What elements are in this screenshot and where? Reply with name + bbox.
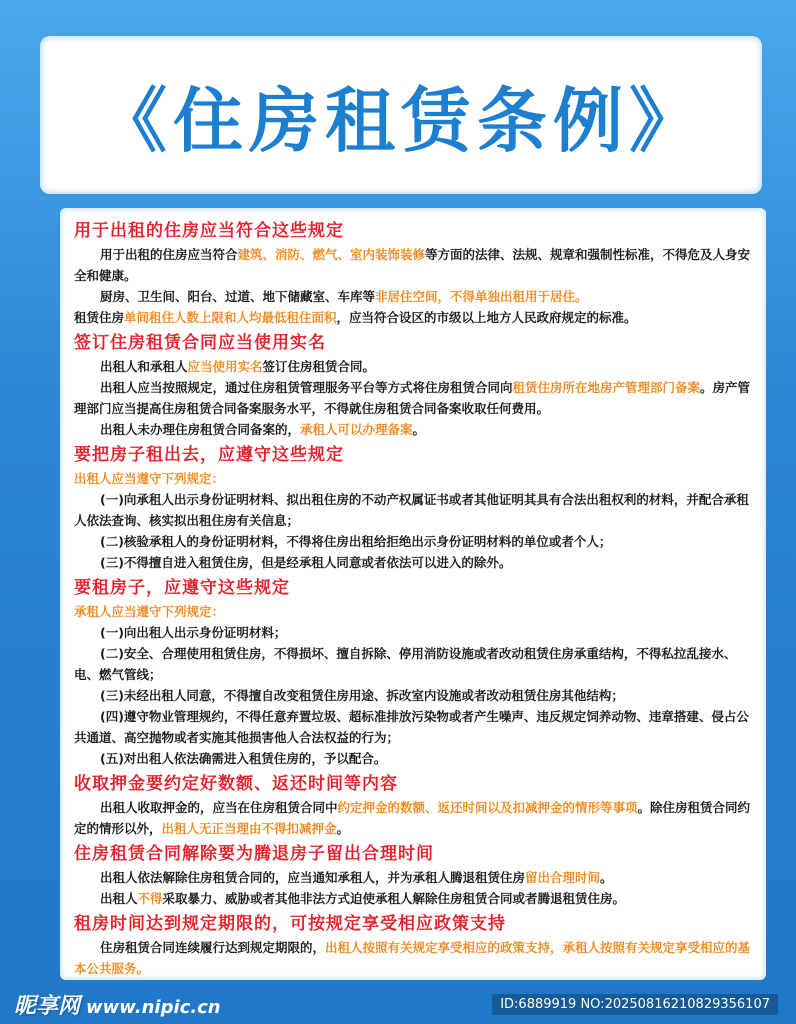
paragraph xyxy=(74,748,756,769)
watermark-url: www.nipic.cn xyxy=(86,996,221,1018)
body-text: 厨房、卫生间、阳台、过道、地下储藏室、车库等 xyxy=(100,289,376,304)
highlighted-text: 不得 xyxy=(137,891,163,906)
paragraph xyxy=(74,867,756,888)
title-panel xyxy=(40,36,762,194)
section xyxy=(74,771,756,839)
paragraph xyxy=(74,489,756,531)
body-text: 出租人应当按照规定，通过住房租赁管理服务平台等方式将住房租赁合同向 xyxy=(100,380,513,395)
body-text: 出租人未办理住房租赁合同备案的， xyxy=(100,422,301,437)
section-heading: 签订住房租赁合同应当使用实名 xyxy=(74,333,326,353)
watermark-brand xyxy=(14,989,221,1020)
content-panel xyxy=(60,208,766,980)
body-text: 等方面的法律、法规、规章和强制性标准，不得危及人身安全和健康。 xyxy=(74,247,751,283)
section xyxy=(74,442,756,573)
body-text: 出租人依法解除住房租赁合同的，应当通知承租人，并为承租人腾退租赁住房 xyxy=(100,870,526,885)
body-text: (一)向出租人出示身份证明材料； xyxy=(100,625,287,640)
body-text: (二)安全、合理使用租赁住房，不得损坏、擅自拆除、停用消防设施或者改动租赁住房承重结构，不得私拉乱接水、电、燃气管线； xyxy=(74,646,737,682)
paragraph xyxy=(74,685,756,706)
paragraph xyxy=(74,244,756,286)
highlighted-text: 单间租住人数上限和人均最低租住面积 xyxy=(124,310,337,325)
body-text: 。除住房租赁合同约定的情形以外， xyxy=(74,800,751,836)
section-heading: 要把房子租出去，应遵守这些规定 xyxy=(74,445,344,465)
section xyxy=(74,911,756,979)
paragraph xyxy=(74,377,756,419)
poster-title: 《住房租赁条例》 xyxy=(97,79,705,162)
body-text: 。房产管理部门应当提高住房租赁合同备案服务水平，不得就住房租赁合同备案收取任何费用。 xyxy=(74,380,751,416)
body-text: 出租人 xyxy=(100,891,138,906)
highlighted-text: 承租人可以办理备案 xyxy=(300,422,413,437)
paragraph xyxy=(74,888,756,909)
body-text: 。 xyxy=(412,422,426,437)
section-subheading: 承租人应当遵守下列规定： xyxy=(74,604,225,619)
highlighted-text: 出租人按照有关规定享受相应的政策支持，承租人按照有关规定享受相应的基本公共服务。 xyxy=(74,940,751,976)
section-heading: 收取押金要约定好数额、返还时间等内容 xyxy=(74,774,398,794)
body-text: 出租人收取押金的，应当在住房租赁合同中 xyxy=(100,800,338,815)
body-text: 。 xyxy=(336,821,350,836)
body-text: 出租人和承租人 xyxy=(100,359,188,374)
body-text: 租赁住房 xyxy=(74,310,125,325)
section-heading: 租房时间达到规定期限的，可按规定享受相应政策支持 xyxy=(74,914,506,934)
body-text: (四)遵守物业管理规约，不得任意弃置垃圾、超标准排放污染物或者产生噪声、违反规定饲养动物、违章搭建、侵占公共通道、高空抛物或者实施其他损害他人合法权益的行为； xyxy=(74,709,749,745)
watermark-id: ID:6889919 NO:20250816210829356107 xyxy=(492,994,778,1015)
body-text: ，应当符合设区的市级以上地方人民政府规定的标准。 xyxy=(336,310,637,325)
body-text: (三)不得擅自进入租赁住房，但是经承租人同意或者依法可以进入的除外。 xyxy=(100,555,512,570)
paragraph xyxy=(74,937,756,979)
paragraph xyxy=(74,307,756,328)
section xyxy=(74,841,756,909)
body-text: 住房租赁合同连续履行达到规定期限的， xyxy=(100,940,326,955)
paragraph xyxy=(74,552,756,573)
watermark-logo: 昵享网 xyxy=(14,993,81,1019)
section-subheading: 出租人应当遵守下列规定： xyxy=(74,471,225,486)
body-text: (二)核验承租人的身份证明材料，不得将住房出租给拒绝出示身份证明材料的单位或者个人； xyxy=(100,534,612,549)
section xyxy=(74,218,756,328)
body-text: 用于出租的住房应当符合 xyxy=(100,247,238,262)
paragraph xyxy=(74,531,756,552)
highlighted-text: 应当使用实名 xyxy=(187,359,263,374)
section-heading: 要租房子，应遵守这些规定 xyxy=(74,578,290,598)
paragraph xyxy=(74,286,756,307)
paragraph xyxy=(74,356,756,377)
body-text: 签订住房租赁合同。 xyxy=(262,359,376,374)
watermark-bar xyxy=(0,984,796,1024)
body-text: 。 xyxy=(600,870,613,885)
section-heading: 用于出租的住房应当符合这些规定 xyxy=(74,221,344,241)
body-text: 采取暴力、威胁或者其他非法方式迫使承租人解除住房租赁合同或者腾退租赁住房。 xyxy=(162,891,626,906)
paragraph xyxy=(74,643,756,685)
highlighted-text: 留出合理时间 xyxy=(525,870,601,885)
paragraph xyxy=(74,706,756,748)
highlighted-text: 出租人无正当理由不得扣减押金 xyxy=(161,821,337,836)
paragraph xyxy=(74,622,756,643)
body-text: (一)向承租人出示身份证明材料、拟出租住房的不动产权属证书或者其他证明其具有合法出租权利的材料，并配合承租人依法查询、核实拟出租住房有关信息； xyxy=(74,492,749,528)
highlighted-text: 约定押金的数额、返还时间以及扣减押金的情形等事项 xyxy=(337,800,638,815)
highlighted-text: 建筑、消防、燃气、室内装饰装修 xyxy=(237,247,426,262)
highlighted-text: 非居住空间，不得单独出租用于居住。 xyxy=(375,289,588,304)
paragraph xyxy=(74,797,756,839)
section-heading: 住房租赁合同解除要为腾退房子留出合理时间 xyxy=(74,844,434,864)
body-text: (三)未经出租人同意，不得擅自改变租赁住房用途、拆改室内设施或者改动租赁住房其他结构； xyxy=(100,688,624,703)
body-text: (五)对出租人依法确需进入租赁住房的，予以配合。 xyxy=(100,751,387,766)
paragraph xyxy=(74,419,756,440)
highlighted-text: 租赁住房所在地房产管理部门备案 xyxy=(512,380,701,395)
section xyxy=(74,330,756,440)
section xyxy=(74,575,756,769)
